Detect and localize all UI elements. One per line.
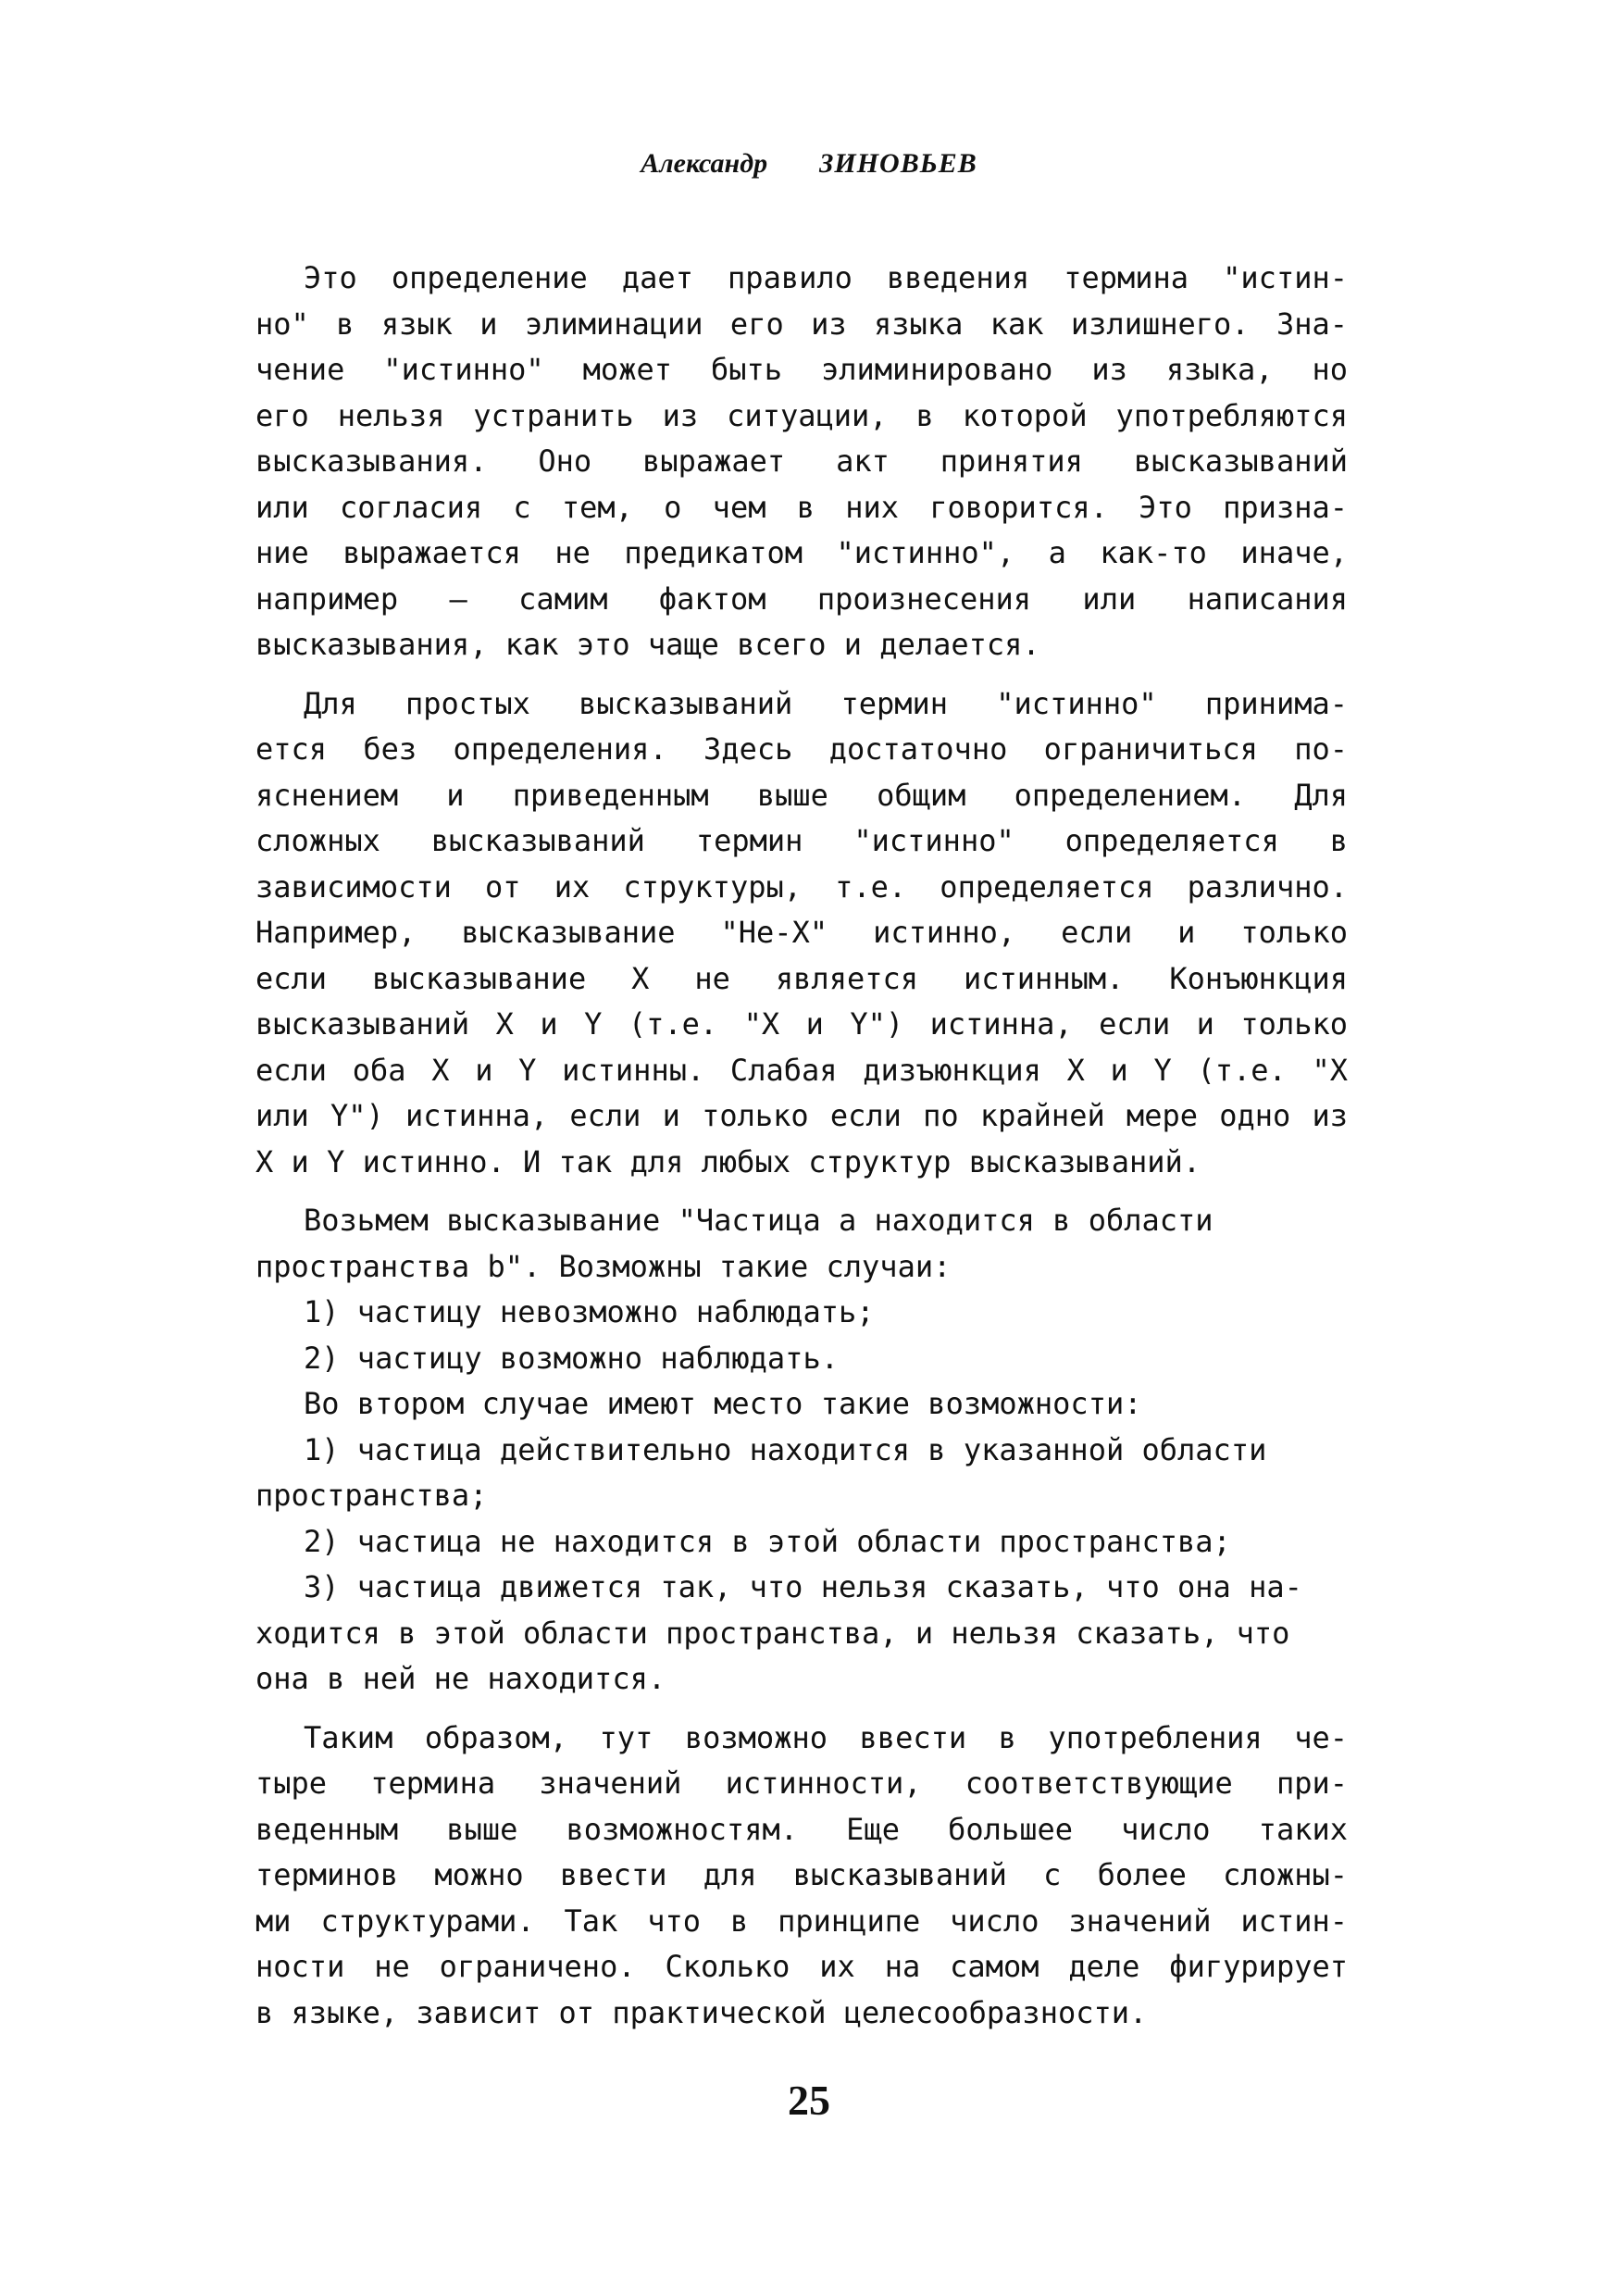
- text-line: его нельзя устранить из ситуации, в которой употребляются: [255, 397, 1348, 433]
- text-line: тыре термина значений истинности, соответствующие при-: [255, 1766, 1348, 1801]
- author-first-name: Александр: [641, 148, 768, 179]
- text-line: она в ней не находится.: [255, 1661, 666, 1696]
- paragraph-1: [255, 256, 1348, 668]
- author-last-name: ЗИНОВЬЕВ: [819, 148, 977, 179]
- list-item: 2) частицу возможно наблюдать.: [304, 1340, 839, 1376]
- text-line: например — самим фактом произнесения или написания: [255, 580, 1348, 617]
- paragraph-5: [255, 1716, 1348, 2037]
- text-line: в языке, зависит от практической целесообразности.: [255, 1994, 1148, 2030]
- running-head: [0, 148, 1618, 180]
- text-line: зависимости от их структуры, т.е. определяется различно.: [255, 868, 1348, 905]
- text-line: Это определение дает правило введения термина "истин-: [304, 260, 1348, 295]
- text-line: если высказывание X не является истинным. Конъюнкция: [255, 960, 1348, 996]
- list-item: 2) частица не находится в этой области пространства;: [304, 1523, 1231, 1559]
- text-line: высказывания, как это чаще всего и делается.: [255, 627, 1040, 662]
- text-line: чение "истинно" может быть элиминировано из языка, но: [255, 352, 1348, 387]
- text-line: или Y") истинна, если и только если по крайней мере одно из: [255, 1098, 1348, 1133]
- text-line: Для простых высказываний термин "истинно" принима-: [304, 685, 1348, 721]
- text-line: веденным выше возможностям. Еще большее число таких: [255, 1811, 1348, 1847]
- text-line: пространства b". Возможны такие случаи:: [255, 1248, 952, 1284]
- text-line: ходится в этой области пространства, и нельзя сказать, что: [255, 1615, 1290, 1651]
- text-line: Во втором случае имеют место такие возможности:: [304, 1386, 1142, 1421]
- text-line: пространства;: [255, 1478, 488, 1513]
- page-number: 25: [788, 2077, 830, 2124]
- body-text: [255, 256, 1348, 2049]
- text-line: терминов можно ввести для высказываний с более сложны-: [255, 1857, 1348, 1892]
- text-line: яснением и приведенным выше общим определением. Для: [255, 777, 1348, 813]
- list-item: 1) частица действительно находится в указанной области: [304, 1431, 1267, 1467]
- list-item: 1) частицу невозможно наблюдать;: [304, 1294, 875, 1329]
- text-line: X и Y истинно. И так для любых структур высказываний.: [255, 1143, 1201, 1179]
- paragraph-3: [255, 1198, 1348, 1703]
- text-line: высказывания. Оно выражает акт принятия высказываний: [255, 443, 1348, 479]
- text-line: ется без определения. Здесь достаточно ограничиться по-: [255, 731, 1348, 767]
- text-line: сложных высказываний термин "истинно" определяется в: [255, 823, 1348, 858]
- list-item: 3) частица движется так, что нельзя сказать, что она на-: [304, 1569, 1302, 1604]
- text-line: если оба X и Y истинны. Слабая дизъюнкция X и Y (т.е. "X: [255, 1052, 1348, 1088]
- text-line: ми структурами. Так что в принципе число значений истин-: [255, 1903, 1348, 1939]
- text-line: ние выражается не предикатом "истинно", а как-то иначе,: [255, 535, 1348, 570]
- text-line: но" в язык и элиминации его из языка как излишнего. Зна-: [255, 306, 1348, 342]
- text-line: ности не ограничено. Сколько их на самом деле фигурирует: [255, 1949, 1348, 1984]
- text-line: Возьмем высказывание "Частица a находится в области: [304, 1203, 1214, 1238]
- text-line: Например, высказывание "Не-X" истинно, если и только: [255, 915, 1348, 950]
- paragraph-2: [255, 681, 1348, 1186]
- text-line: высказываний X и Y (т.е. "X и Y") истинна, если и только: [255, 1006, 1348, 1042]
- text-line: или согласия с тем, о чем в них говорится. Это призна-: [255, 489, 1348, 525]
- text-line: Таким образом, тут возможно ввести в употребления че-: [304, 1719, 1348, 1755]
